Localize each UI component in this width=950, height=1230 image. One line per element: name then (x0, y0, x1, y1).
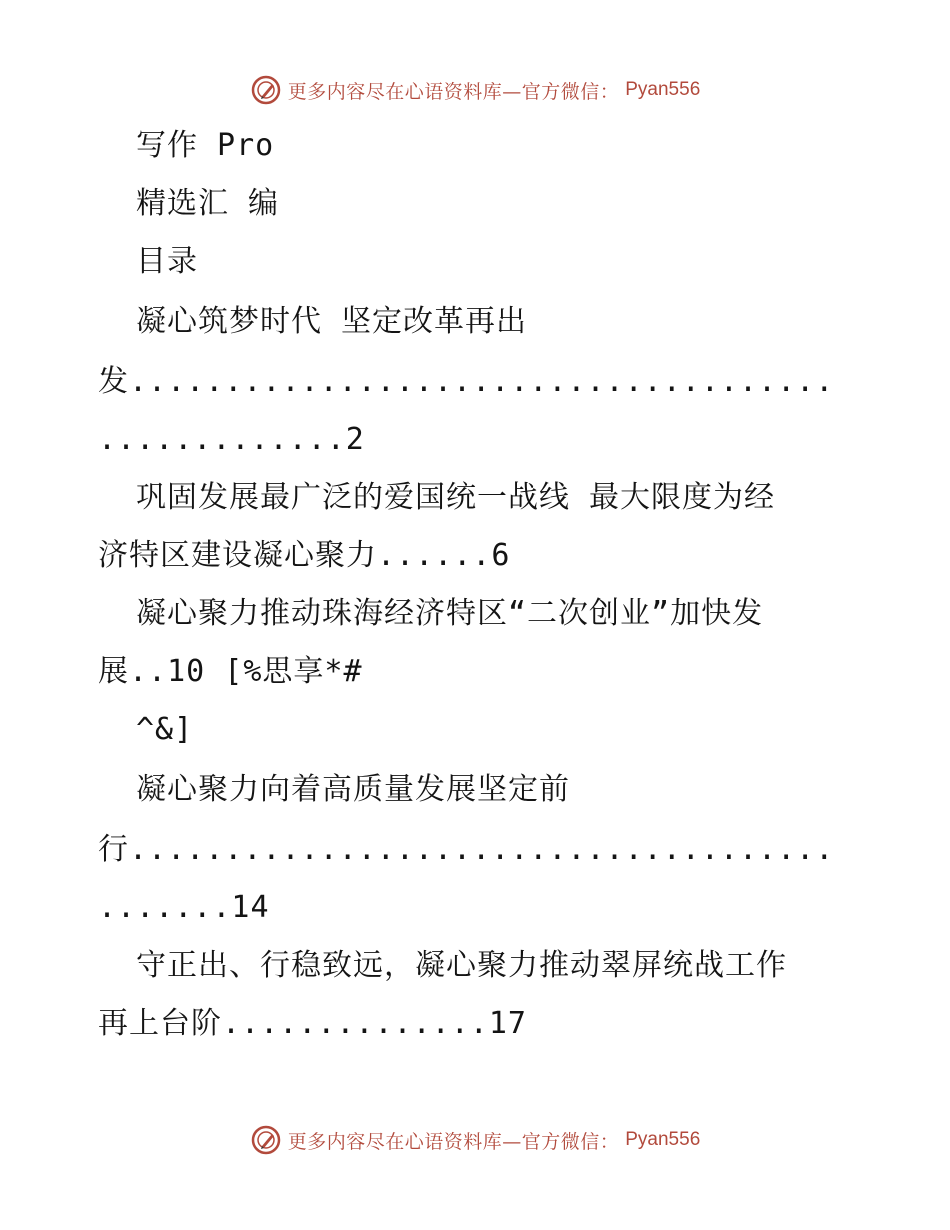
wechat-id: Pyan556 (625, 79, 701, 100)
toc-entry-4-dots: 行..................................... (98, 832, 835, 867)
toc-entry-4: 凝心聚力向着高质量发展坚定前 (136, 772, 570, 807)
toc-entry-3: 凝心聚力推动珠海经济特区“二次创业”加快发 (136, 596, 764, 631)
banner-text: 更多内容尽在心语资料库—官方微信： (287, 80, 620, 103)
toc-heading: 目录 (136, 244, 198, 279)
toc-entry-3-page: 展..10 [%思享*# (98, 654, 363, 689)
doc-title: 写作 Pro (136, 128, 275, 163)
wechat-id: Pyan556 (625, 1129, 701, 1150)
toc-entry-1-page: .............2 (98, 422, 365, 457)
toc-entry-3-tail: ^&] (136, 712, 194, 747)
toc-entry-5: 守正出、行稳致远，凝心聚力推动翠屏统战工作 (136, 948, 787, 983)
header-banner (0, 70, 950, 110)
toc-entry-2: 巩固发展最广泛的爱国统一战线 最大限度为经 (136, 480, 776, 515)
pen-logo-icon (250, 1124, 282, 1156)
toc-entry-4-page: .......14 (98, 890, 270, 925)
doc-subtitle: 精选汇 编 (136, 186, 280, 221)
toc-entry-5-page: 再上台阶..............17 (98, 1006, 527, 1041)
banner-text: 更多内容尽在心语资料库—官方微信： (287, 1130, 620, 1153)
footer-banner (0, 1120, 950, 1160)
toc-entry-2-page: 济特区建设凝心聚力......6 (98, 538, 511, 573)
pen-logo-icon (250, 74, 282, 106)
toc-entry-1: 凝心筑梦时代 坚定改革再出 (136, 304, 528, 339)
toc-entry-1-dots: 发..................................... (98, 364, 835, 399)
